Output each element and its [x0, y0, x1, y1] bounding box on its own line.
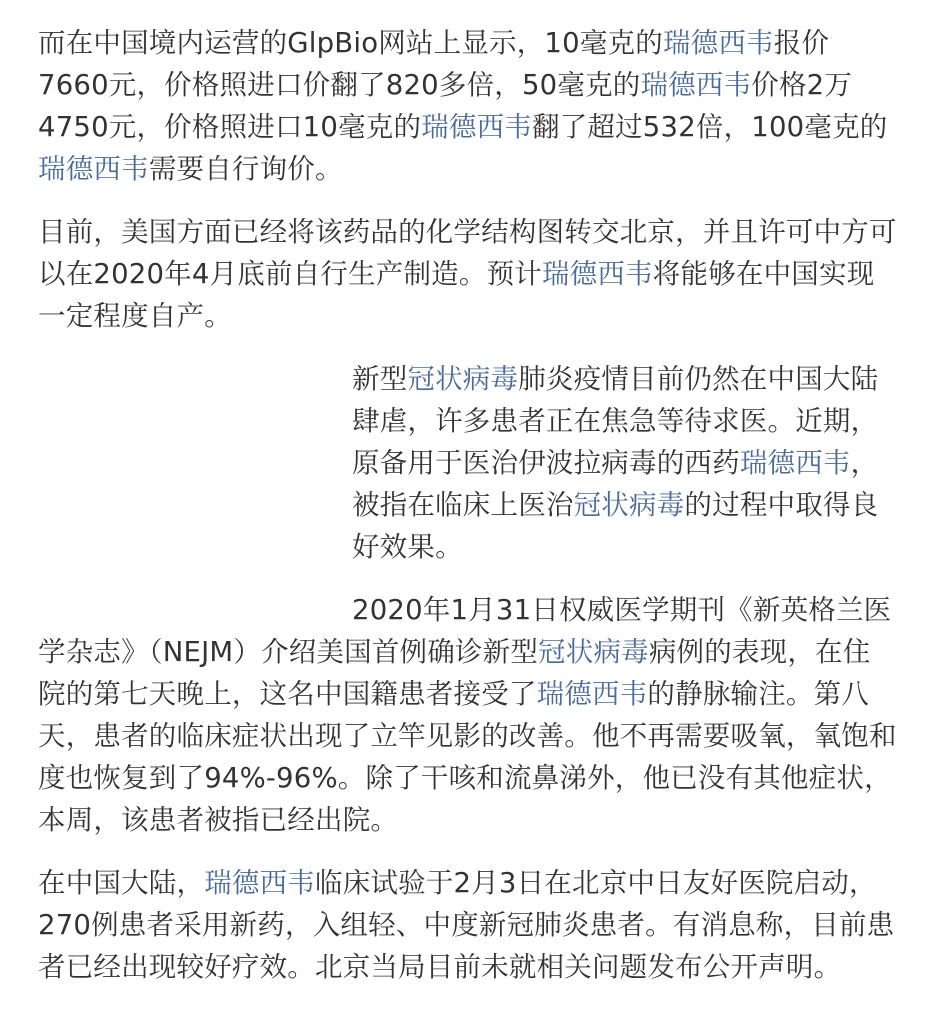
text-segment: 的静脉输注。第八天，患者的临床症状出现了立竿见影的改善。他不再需要吸氧，氧饱和度也恢复到了94%-96%。除了干咳和流鼻涕外，他已没有其他症状，本周，该患者被指已经出院。	[38, 678, 897, 836]
text-segment: 在中国大陆，	[38, 867, 205, 899]
keyword-link-remdesivir[interactable]: 瑞德西韦	[640, 69, 752, 101]
keyword-link-remdesivir[interactable]: 瑞德西韦	[536, 678, 648, 710]
paragraph-pricing	[38, 22, 898, 190]
text-segment: 2020年1月31日权威医学期刊《新英格兰医学杂志》（NEJM）介绍美国首例确诊新型	[38, 594, 892, 668]
text-segment: 新型	[352, 363, 408, 395]
article-body	[38, 22, 898, 1009]
text-segment: 价格2万4750元，价格照进口10毫克的	[38, 69, 853, 143]
text-segment: 目前，美国方面已经将该药品的化学结构图转交北京，并且许可中方可以在2020年4月底前自行生产制造。预计	[38, 216, 897, 290]
keyword-link-remdesivir[interactable]: 瑞德西韦	[421, 111, 532, 143]
keyword-link-remdesivir[interactable]: 瑞德西韦	[38, 153, 149, 185]
text-segment: 病例的表现，在住院的第七天晚上，这名中国籍患者接受了	[38, 636, 871, 710]
text-segment: 翻了超过532倍，100毫克的	[532, 111, 888, 143]
keyword-link-remdesivir[interactable]: 瑞德西韦	[662, 27, 774, 59]
text-segment: 需要自行询价。	[148, 153, 343, 185]
text-segment: 而在中国境内运营的GlpBio网站上显示，10毫克的	[38, 27, 663, 59]
text-segment: 临床试验于2月3日在北京中日友好医院启动，270例患者采用新药，入组轻、中度新冠肺炎患者。有消息称，目前患者已经出现较好疗效。北京当局目前未就相关问题发布公开声明。	[38, 867, 895, 983]
paragraph-nejm-case	[38, 589, 898, 841]
text-segment: 肺炎疫情目前仍然在中国大陆肆虐，许多患者正在焦急等待求医。近期，原备用于医治伊波拉病毒的西药	[352, 363, 879, 479]
keyword-link-remdesivir[interactable]: 瑞德西韦	[541, 258, 653, 290]
keyword-link-remdesivir[interactable]: 瑞德西韦	[739, 447, 851, 479]
text-segment: 报价7660元，价格照进口价翻了820多倍，50毫克的	[38, 27, 830, 101]
keyword-link-remdesivir[interactable]: 瑞德西韦	[204, 867, 316, 899]
text-segment: 将能够在中国实现一定程度自产。	[38, 258, 875, 332]
paragraph-clinical-trial	[38, 862, 898, 988]
paragraph-production	[38, 211, 898, 337]
paragraph-summary-quote	[352, 358, 898, 568]
text-segment: ，被指在临床上医治	[352, 447, 879, 521]
text-segment: 的过程中取得良好效果。	[352, 489, 879, 563]
keyword-link-coronavirus[interactable]: 冠状病毒	[407, 363, 519, 395]
keyword-link-coronavirus[interactable]: 冠状病毒	[573, 489, 685, 521]
keyword-link-coronavirus[interactable]: 冠状病毒	[538, 636, 649, 668]
